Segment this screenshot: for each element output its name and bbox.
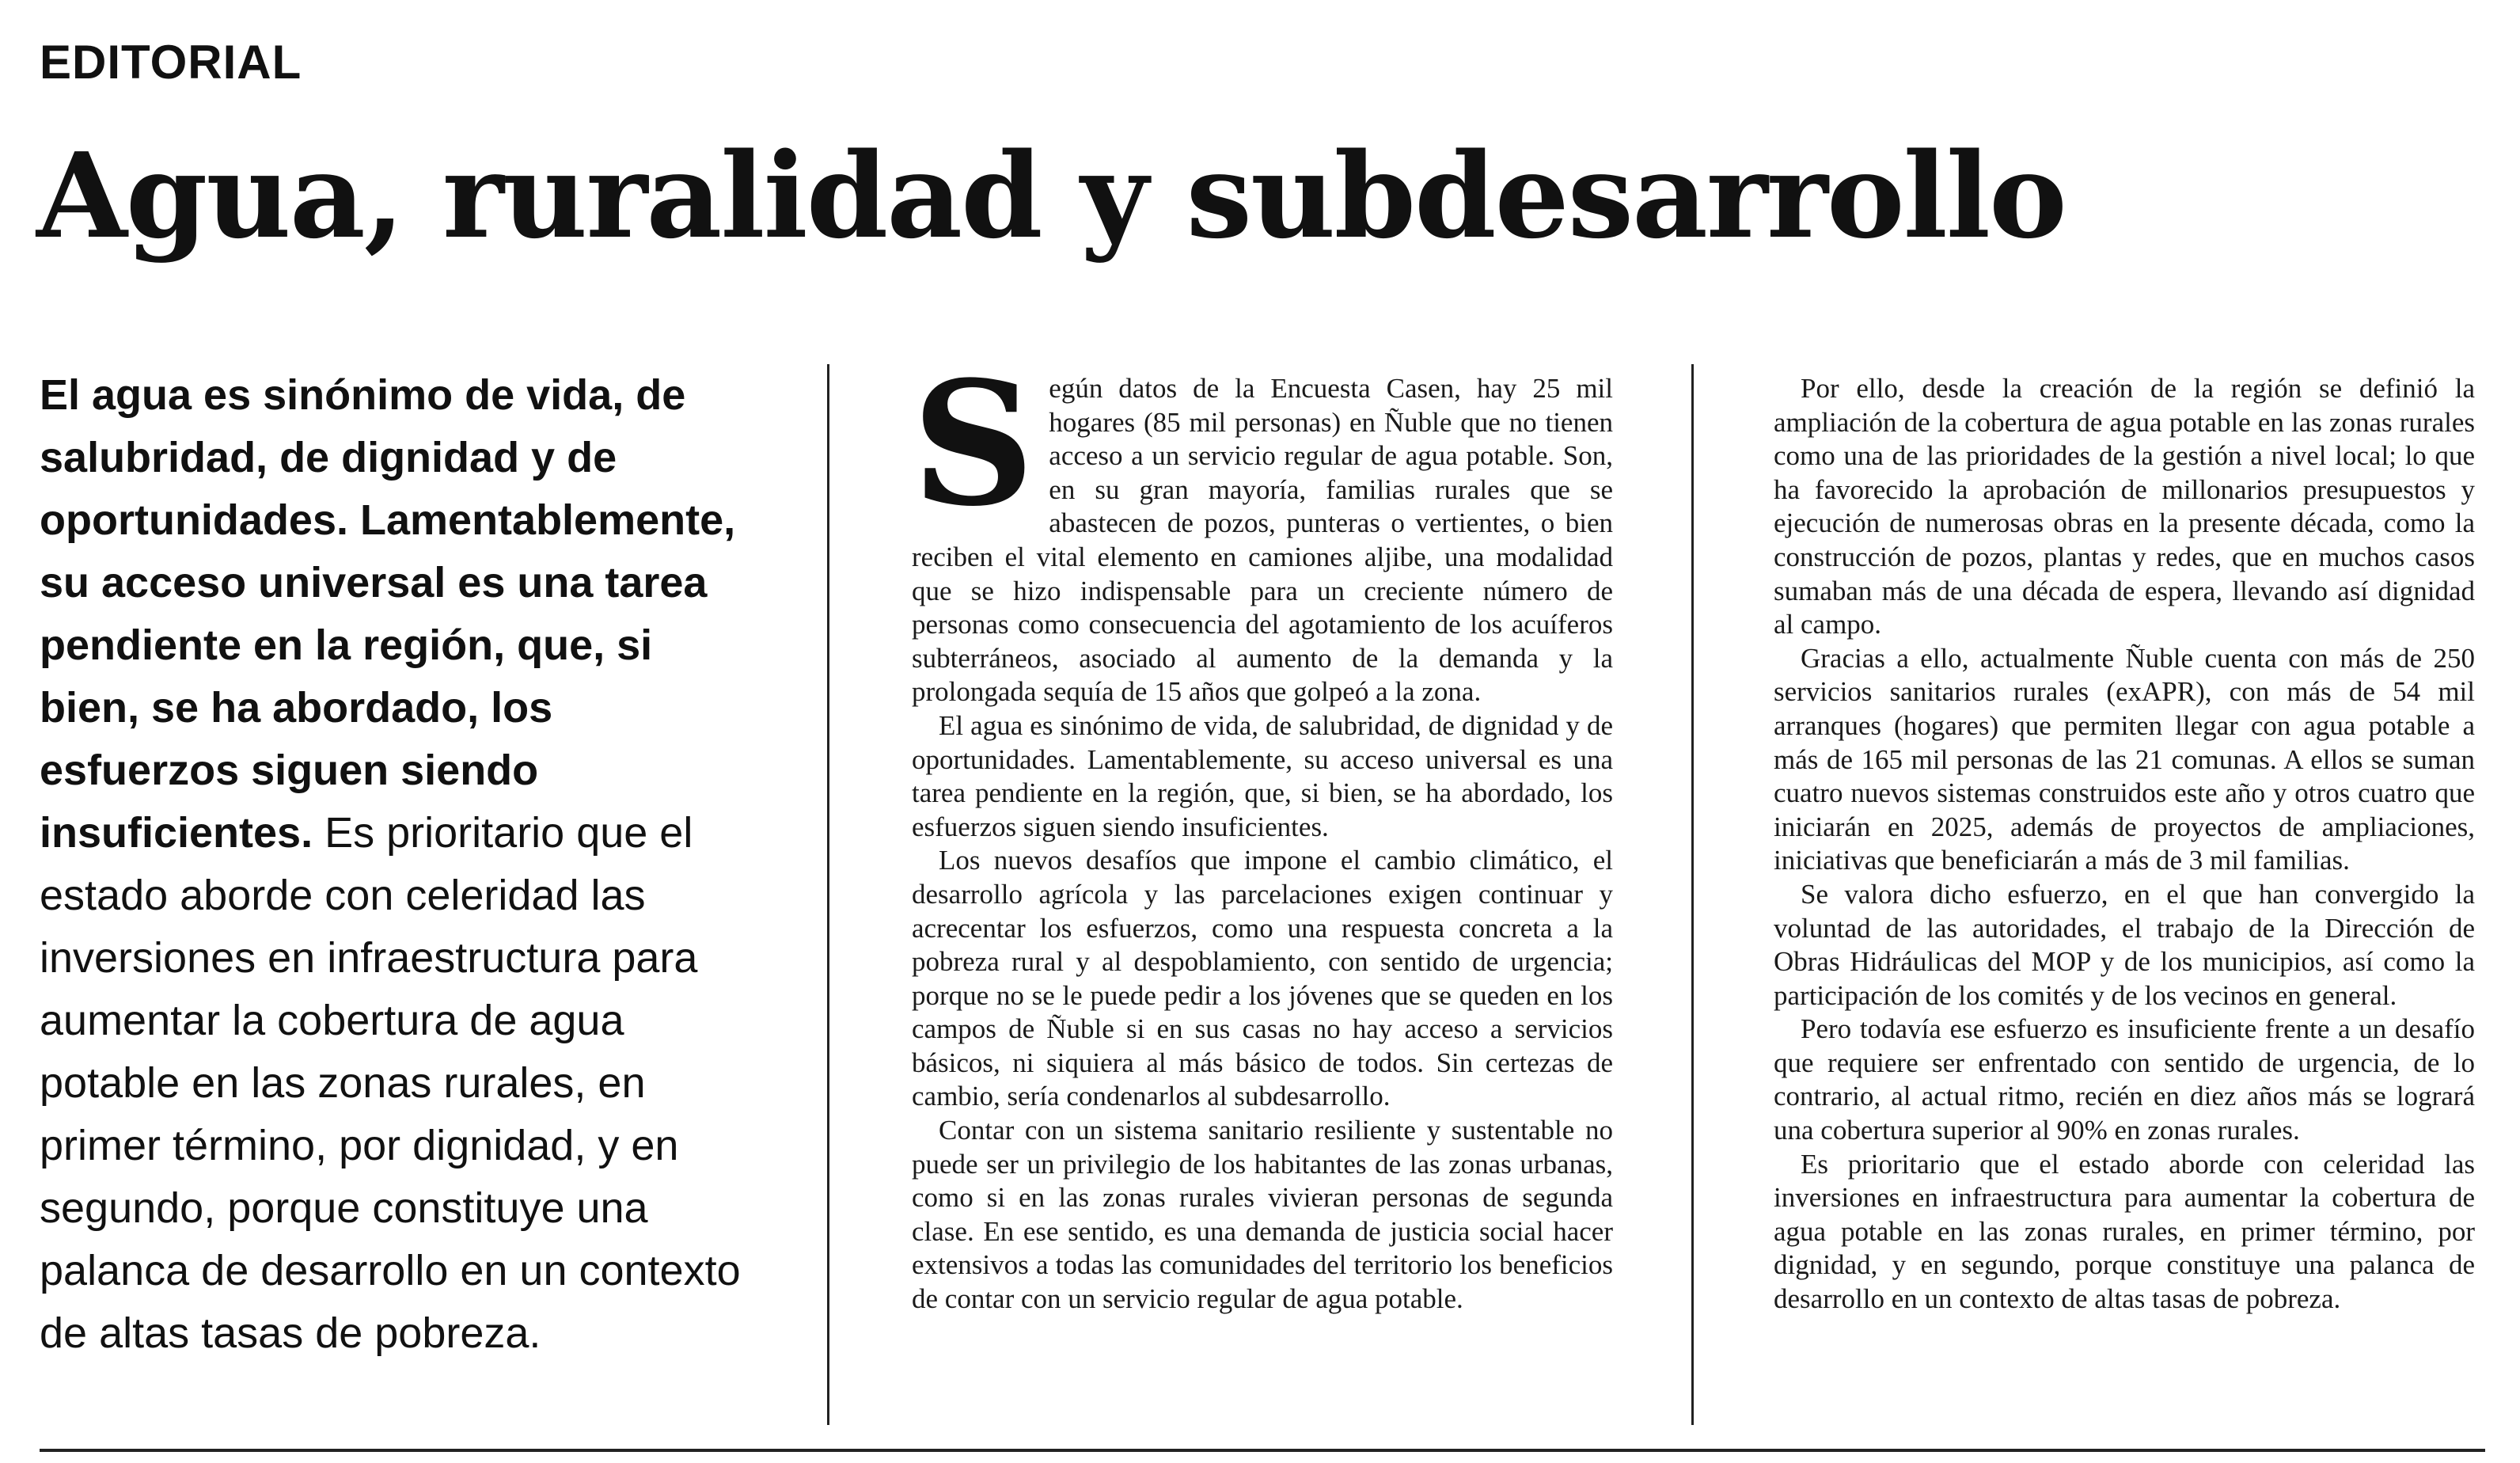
lead-regular-text: Es prioritario que el estado aborde con celeridad las inversiones en infraestructura para aumentar la cobertura de agua potable en las zonas rurales, en primer término, por dignidad, y en segundo, porque constituye una palanca de desarrollo en un contexto de altas tasas de pobreza. [40,809,741,1357]
paragraph: Se valora dicho esfuerzo, en el que han convergido la voluntad de las autoridades, el trabajo de la Dirección de Obras Hidráulicas del MOP y de los municipios, así como la participación de los comités y de los vecinos en general. [1774,878,2475,1011]
article-column-3 [1774,372,2475,1317]
paragraph: Pero todavía ese esfuerzo es insuficiente frente a un desafío que requiere ser enfrentado con sentido de urgencia, de lo contrario, al actual ritmo, recién en diez años más se logrará una cobertura superior al 90% en zonas rurales. [1774,1013,2475,1146]
column-divider-right [1691,364,1694,1425]
paragraph: Gracias a ello, actualmente Ñuble cuenta con más de 250 servicios sanitarios rurales (exAPR), con más de 54 mil arranques (hogares) que permiten llegar con agua potable a más de 165 mil personas de las 21 comunas. A ellos se suman cuatro nuevos sistemas construidos este año y otros cuatro que iniciarán en 2025, además de proyectos de ampliaciones, iniciativas que beneficiarán a más de 3 mil familias. [1774,642,2475,876]
paragraph: Los nuevos desafíos que impone el cambio climático, el desarrollo agrícola y las parcelaciones exigen continuar y acrecentar los esfuerzos, como una respuesta concreta a la pobreza rural y al despoblamiento, con sentido de urgencia; porque no se le puede pedir a los jóvenes que se queden en los campos de Ñuble si en sus casas no hay acceso a servicios básicos, ni siquiera al más básico de todos. Sin certezas de cambio, sería condenarlos al subdesarrollo. [912,845,1613,1112]
paragraph: Por ello, desde la creación de la región se definió la ampliación de la cobertura de agua potable en las zonas rurales como una de las prioridades de la gestión a nivel local; lo que ha favorecido la aprobación de millonarios presupuestos y ejecución de numerosas obras en la presente década, como la construcción de pozos, plantas y redes, que en muchos casos sumaban más de una década de espera, llevando así dignidad al campo. [1774,373,2475,640]
bottom-rule [40,1449,2485,1452]
lead-summary [40,364,752,1365]
lead-bold-text: El agua es sinónimo de vida, de salubridad, de dignidad y de oportunidades. Lamentablemente, su acceso universal es una tarea pendiente en la región, que, si bien, se ha abordado, los esfuerzos siguen siendo insuficientes. [40,371,736,857]
section-label: EDITORIAL [40,36,302,89]
paragraph [912,344,1613,709]
column-divider-left [827,364,829,1425]
headline: Agua, ruralidad y subdesarrollo [36,127,2066,264]
paragraph: Es prioritario que el estado aborde con celeridad las inversiones en infraestructura para aumentar la cobertura de agua potable en las zonas rurales, en primer término, por dignidad, y en segundo, porque constituye una palanca de desarrollo en un contexto de altas tasas de pobreza. [1774,1148,2475,1315]
paragraph: Contar con un sistema sanitario resiliente y sustentable no puede ser un privilegio de los habitantes de las zonas urbanas, como si en las zonas rurales vivieran personas de segunda clase. En ese sentido, es una demanda de justicia social hacer extensivos a todas las comunidades del territorio los beneficios de contar con un servicio regular de agua potable. [912,1115,1613,1315]
article-column-2 [912,344,1613,1317]
drop-cap: S [912,344,1035,544]
paragraph: El agua es sinónimo de vida, de salubridad, de dignidad y de oportunidades. Lamentablemente, su acceso universal es una tarea pendiente en la región, que, si bien, se ha abordado, los esfuerzos siguen siendo insuficientes. [912,709,1613,842]
paragraph-text: egún datos de la Encuesta Casen, hay 25 mil hogares (85 mil personas) en Ñuble que no tienen acceso a un servicio regular de agua potable. Son, en su gran mayoría, familias rurales que se abastecen de pozos, punteras o vertientes, o bien reciben el vital elemento en camiones aljibe, una modalidad que se hizo indispensable para un creciente número de personas como consecuencia del agotamiento de los acuíferos subterráneos, asociado al aumento de la demanda y la prolongada sequía de 15 años que golpeó a la zona. [912,373,1613,708]
